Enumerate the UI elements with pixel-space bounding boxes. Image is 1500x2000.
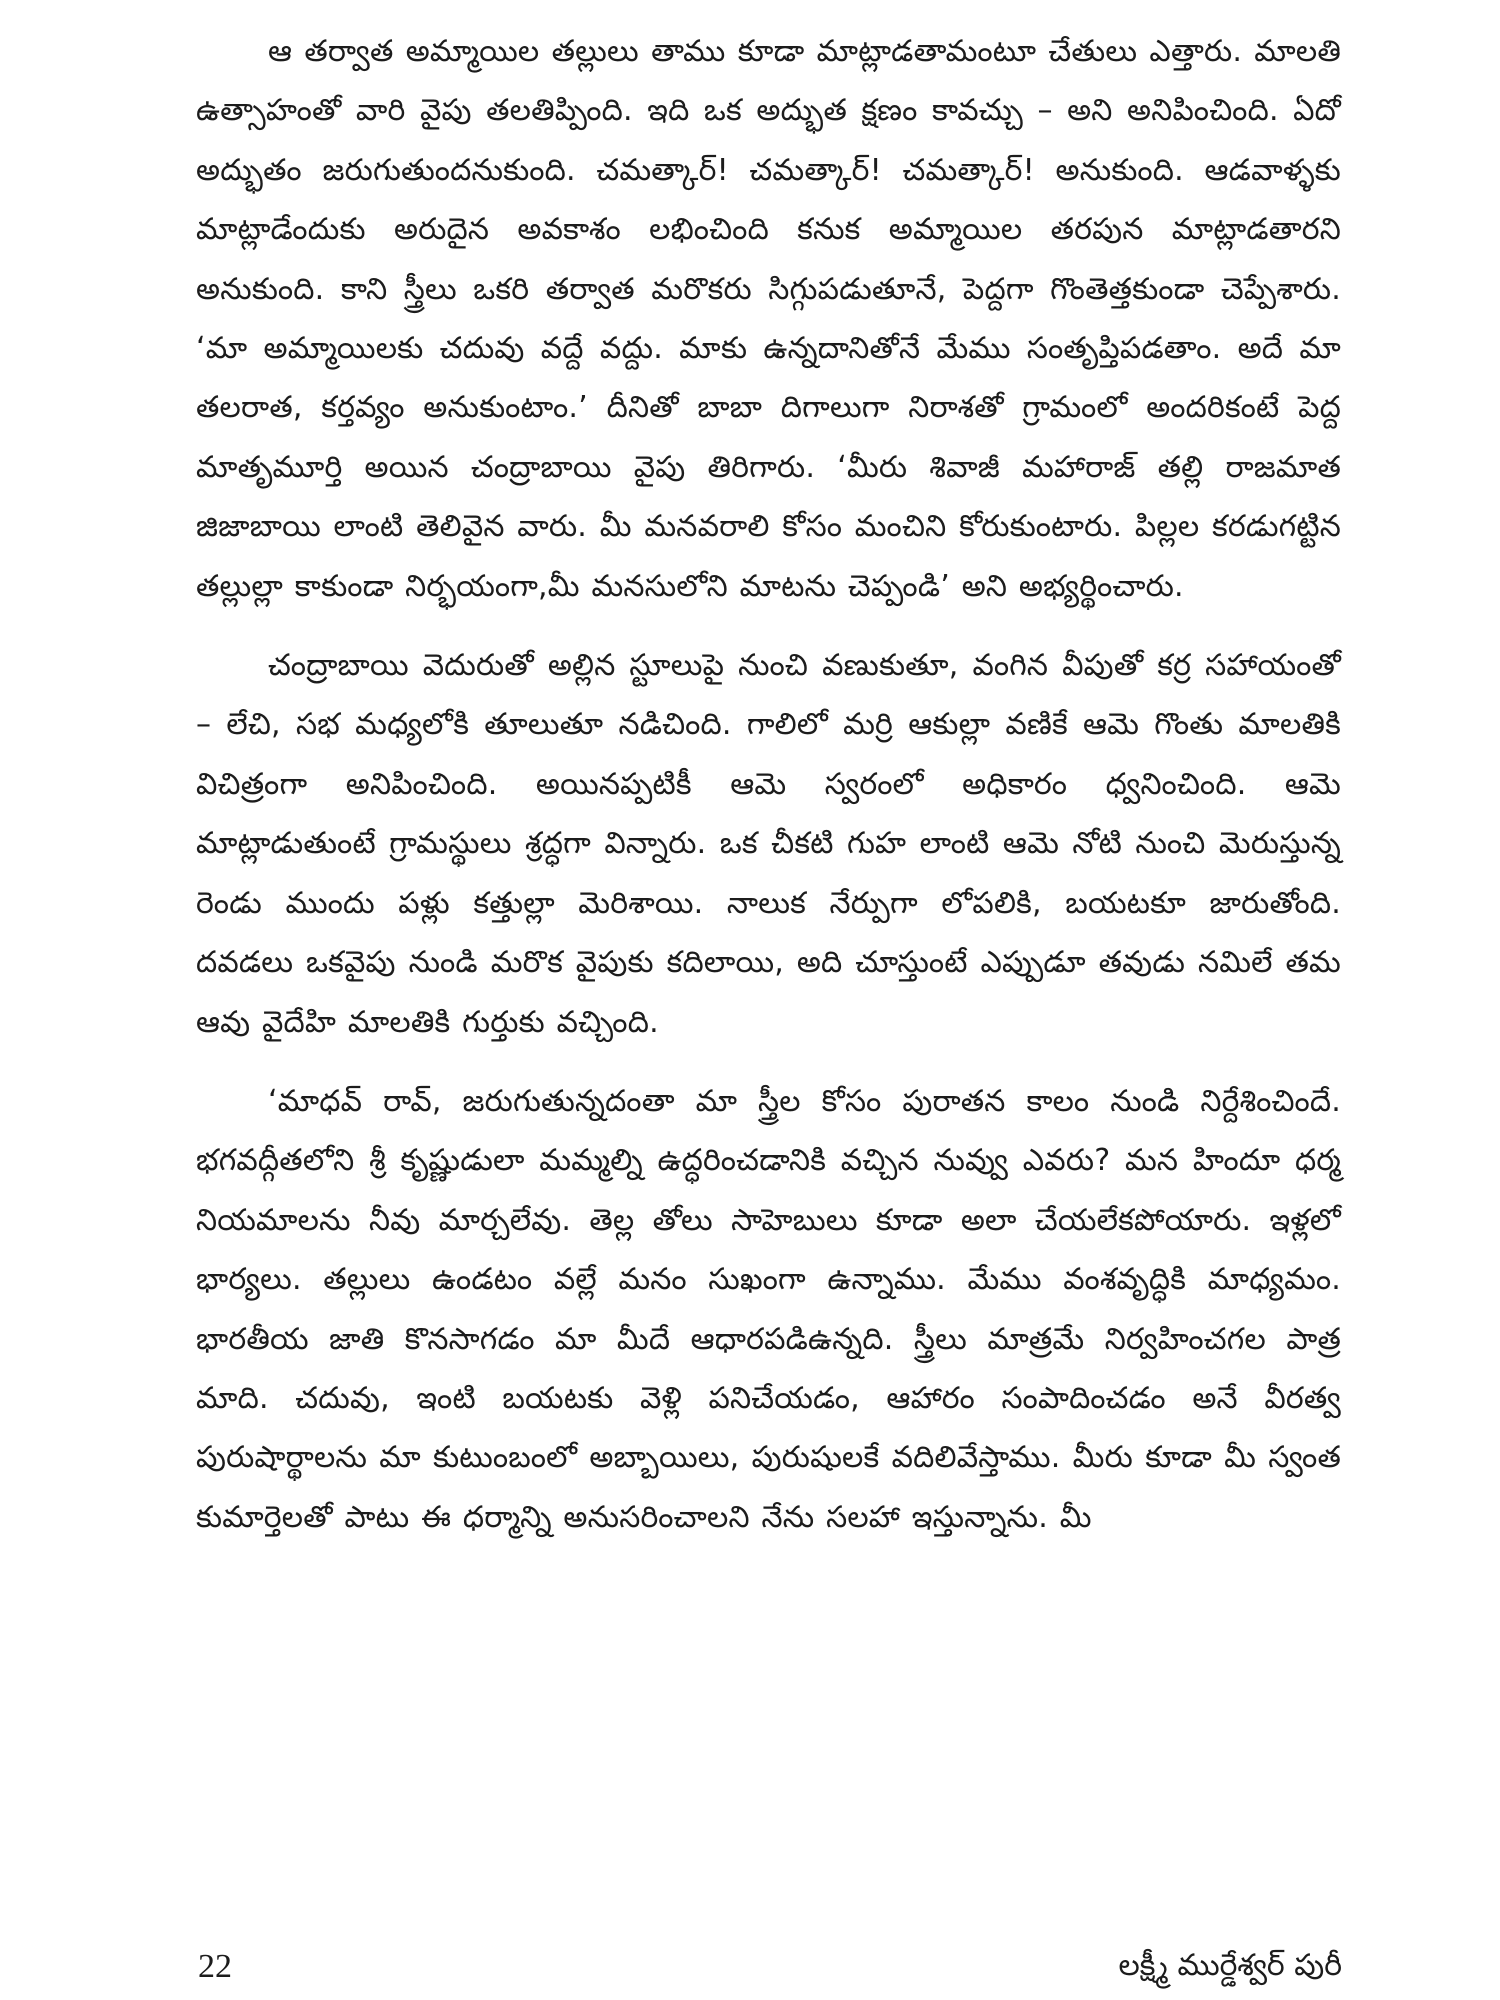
page-footer xyxy=(198,1948,1342,1994)
page-number: 22 xyxy=(198,1948,232,1985)
body-text xyxy=(196,22,1341,1547)
author-name: లక్ష్మీ ముర్డేశ్వర్ పురీ xyxy=(1118,1948,1342,1983)
paragraph-3: ‘మాధవ్ రావ్, జరుగుతున్నదంతా మా స్త్రీల కోసం పురాతన కాలం నుండి నిర్దేశించిందే. భగవద్గీతలోని శ్రీ కృష్ణుడులా మమ్మల్ని ఉద్ధరించడానికి వచ్చిన నువ్వు ఎవరు? మన హిందూ ధర్మ నియమాలను నీవు మార్చలేవు. తెల్ల తోలు సాహెబులు కూడా అలా చేయలేకపోయారు. ఇళ్లలో భార్యలు. తల్లులు ఉండటం వల్లే మనం సుఖంగా ఉన్నాము. మేము వంశవృద్ధికి మాధ్యమం. భారతీయ జాతి కొనసాగడం మా మీదే ఆధారపడిఉన్నది. స్త్రీలు మాత్రమే నిర్వహించగల పాత్ర మాది. చదువు, ఇంటి బయటకు వెళ్లి పనిచేయడం, ఆహారం సంపాదించడం అనే వీరత్వ పురుషార్థాలను మా కుటుంబంలో అబ్బాయిలు, పురుషులకే వదిలివేస్తాము. మీరు కూడా మీ స్వంత కుమార్తెలతో పాటు ఈ ధర్మాన్ని అనుసరించాలని నేను సలహా ఇస్తున్నాను. మీ xyxy=(196,1083,1341,1535)
paragraph-2: చంద్రాబాయి వెదురుతో అల్లిన స్టూలుపై నుంచి వణుకుతూ, వంగిన వీపుతో కర్ర సహాయంతో – లేచి, సభ మధ్యలోకి తూలుతూ నడిచింది. గాలిలో మర్రి ఆకుల్లా వణికే ఆమె గొంతు మాలతికి విచిత్రంగా అనిపించింది. అయినప్పటికీ ఆమె స్వరంలో అధికారం ధ్వనించింది. ఆమె మాట్లాడుతుంటే గ్రామస్థులు శ్రద్ధగా విన్నారు. ఒక చీకటి గుహ లాంటి ఆమె నోటి నుంచి మెరుస్తున్న రెండు ముందు పళ్లు కత్తుల్లా మెరిశాయి. నాలుక నేర్పుగా లోపలికి, బయటకూ జారుతోంది. దవడలు ఒకవైపు నుండి మరొక వైపుకు కదిలాయి, అది చూస్తుంటే ఎప్పుడూ తవుడు నమిలే తమ ఆవు వైదేహి మాలతికి గుర్తుకు వచ్చింది. xyxy=(196,648,1341,1040)
paragraph-1: ఆ తర్వాత అమ్మాయిల తల్లులు తాము కూడా మాట్లాడతామంటూ చేతులు ఎత్తారు. మాలతి ఉత్సాహంతో వారి వైపు తలతిప్పింది. ఇది ఒక అద్భుత క్షణం కావచ్చు – అని అనిపించింది. ఏదో అద్భుతం జరుగుతుందనుకుంది. చమత్కార్! చమత్కార్! చమత్కార్! అనుకుంది. ఆడవాళ్ళకు మాట్లాడేందుకు అరుదైన అవకాశం లభించింది కనుక అమ్మాయిల తరపున మాట్లాడతారని అనుకుంది. కాని స్త్రీలు ఒకరి తర్వాత మరొకరు సిగ్గుపడుతూనే, పెద్దగా గొంతెత్తకుండా చెప్పేశారు. ‘మా అమ్మాయిలకు చదువు వద్దే వద్దు. మాకు ఉన్నదానితోనే మేము సంతృప్తిపడతాం. అదే మా తలరాత, కర్తవ్యం అనుకుంటాం.’ దీనితో బాబా దిగాలుగా నిరాశతో గ్రామంలో అందరికంటే పెద్ద మాతృమూర్తి అయిన చంద్రాబాయి వైపు తిరిగారు. ‘మీరు శివాజీ మహారాజ్ తల్లి రాజమాత జిజాబాయి లాంటి తెలివైన వారు. మీ మనవరాలి కోసం మంచిని కోరుకుంటారు. పిల్లల కరడుగట్టిన తల్లుల్లా కాకుండా నిర్భయంగా,మీ మనసులోని మాటను చెప్పండి’ అని అభ్యర్థించారు. xyxy=(196,34,1341,604)
